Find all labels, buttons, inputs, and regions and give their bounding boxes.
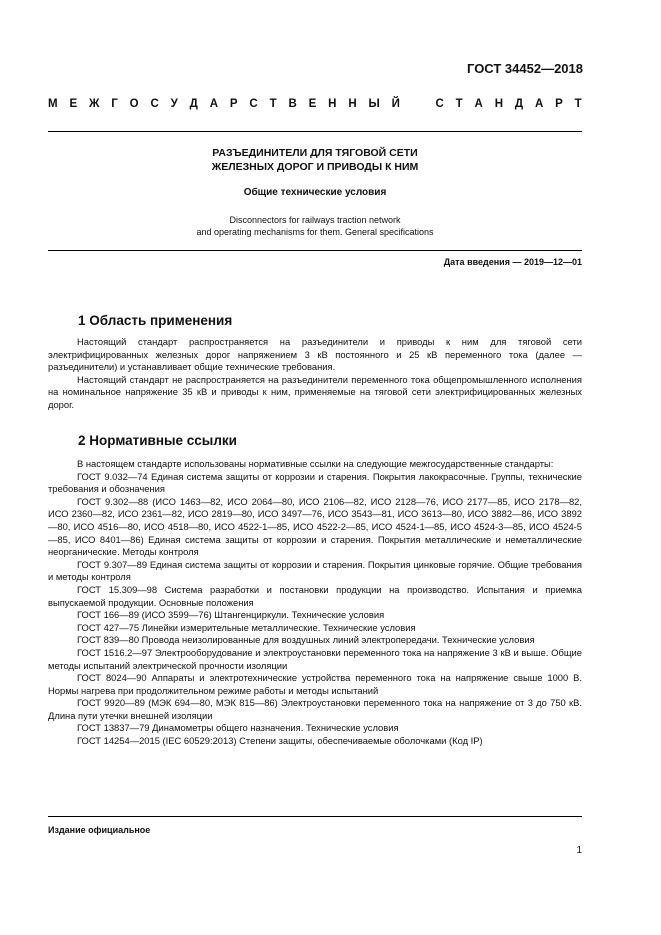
reference-item: ГОСТ 9.032—74 Единая система защиты от коррозии и старения. Покрытия лакокрасочные. Группы, технические требования и обозначения (48, 470, 582, 495)
banner-letter: Н (494, 98, 504, 110)
paragraph: Настоящий стандарт распространяется на разъединители и приводы к ним для тяговой сети электрифицированных железных дорог напряжением 3 кВ постоянного и 25 кВ переменного тока (далее — разъединители) и устанавливает общие технические требования. (48, 336, 582, 373)
footer-divider (48, 816, 582, 817)
banner-letter: Е (308, 98, 317, 110)
reference-item: ГОСТ 9920—89 (МЭК 694—80, МЭК 815—86) Электроустановки переменного тока на напряжение от 3 до 750 кВ. Длина пути утечки внешней изоляции (48, 697, 582, 721)
paragraph: В настоящем стандарте использованы нормативные ссылки на следующие межгосударственные стандарты: (77, 458, 554, 469)
banner-letter: А (209, 98, 219, 110)
title-line-2: ЖЕЛЕЗНЫХ ДОРОГ И ПРИВОДЫ К НИМ (211, 161, 419, 173)
banner-divider (48, 131, 582, 132)
banner-letter: Р (555, 98, 563, 110)
banner-letter: Н (348, 98, 357, 110)
banner-letter: С (150, 98, 159, 110)
reference-item: ГОСТ 166—89 (ИСО 3599—76) Штангенциркули. Технические условия (77, 609, 385, 621)
banner-letter: Н (328, 98, 337, 110)
banner-letter: Р (229, 98, 238, 110)
banner-letter: А (534, 98, 544, 110)
banner-letter: М (48, 98, 58, 110)
banner-letter: Т (269, 98, 277, 110)
reference-item: ГОСТ 15.309—98 Система разработки и постановки продукции на производство. Испытания и приемка выпускаемой продукции. Основные положения (48, 583, 582, 608)
banner-letter: Д (189, 98, 198, 110)
banner-letter: В (288, 98, 297, 110)
section-1-heading: 1 Область применения (78, 313, 233, 328)
document-id: ГОСТ 34452—2018 (467, 61, 583, 76)
english-title-line-2: and operating mechanisms for them. General specifications (196, 227, 434, 237)
paragraph: Настоящий стандарт не распространяется на разъединители переменного тока общепромышленного исполнения на номинальное напряжение 35 кВ и приводы к ним, применяемые на тяговой сети электрифицированных железных дорог. (48, 373, 582, 410)
page-number: 1 (576, 845, 582, 856)
official-edition-label: Издание официальное (48, 825, 151, 835)
reference-item: ГОСТ 427—75 Линейки измерительные металлические. Технические условия (77, 621, 416, 633)
banner-letter: О (129, 98, 139, 110)
banner-letter: Т (455, 98, 463, 110)
banner-letter: А (474, 98, 483, 110)
banner-letter: Е (69, 98, 78, 110)
interstate-standard-banner (48, 98, 582, 110)
reference-item: ГОСТ 1516.2—97 Электрооборудование и электроустановки переменного тока на напряжение 3 кВ и выше. Общие методы испытаний электрической прочности изоляции (48, 646, 582, 671)
section-2-body (48, 458, 582, 748)
reference-item: ГОСТ 8024—90 Аппараты и электротехнические устройства переменного тока на напряжение свыше 1000 В. Нормы нагрева при продолжительном режиме работы и методы испытаний (48, 672, 582, 696)
reference-item: ГОСТ 9.302—88 (ИСО 1463—82, ИСО 2064—80, ИСО 2106—82, ИСО 2128—76, ИСО 2177—85, ИСО 2178—82, ИСО 2360—82, ИСО 2361—82, ИСО 2819—80, ИСО 3497—76, ИСО 3543—81, ИСО 3613—80, ИСО 3882—86, ИСО 3892—80, ИСО 4516—80, ИСО 4518—80, ИСО 4522-1—85, ИСО 4522-2—85, ИСО 4524-1—85, ИСО 4524-3—85, ИСО 4524-5—85, ИСО 8401—86) Единая система защиты от коррозии и старения. Покрытия металлические и неметаллические неорганические. Методы контроля (48, 495, 582, 558)
reference-item: ГОСТ 13837—79 Динамометры общего назначения. Технические условия (77, 722, 399, 734)
banner-letter: У (170, 98, 178, 110)
date-divider (48, 250, 582, 251)
english-title-line-1: Disconnectors for railways traction network (229, 215, 401, 225)
english-title (48, 214, 582, 238)
reference-item: ГОСТ 14254—2015 (IEC 60529:2013) Степени защиты, обеспечиваемые оболочками (Код IP) (77, 735, 483, 747)
banner-letter: Ж (88, 98, 100, 110)
title-line-1: РАЗЪЕДИНИТЕЛИ ДЛЯ ТЯГОВОЙ СЕТИ (212, 147, 418, 159)
banner-letter: Т (574, 98, 582, 110)
banner-letter: С (435, 98, 444, 110)
section-2-heading: 2 Нормативные ссылки (78, 433, 237, 448)
reference-item: ГОСТ 839—80 Провода неизолированные для воздушных линий электропередачи. Технические условия (77, 634, 535, 646)
section-1-body (48, 336, 582, 412)
banner-letter: Г (111, 98, 118, 110)
introduction-date: Дата введения — 2019—12—01 (443, 257, 582, 267)
banner-letter: Й (391, 98, 400, 110)
banner-letter: Ы (368, 98, 380, 110)
banner-letter: Д (514, 98, 524, 110)
reference-item: ГОСТ 9.307—89 Единая система защиты от коррозии и старения. Покрытия цинковые горячие. Общие требования и методы контроля (48, 558, 582, 583)
document-subtitle: Общие технические условия (243, 187, 387, 198)
document-title (48, 146, 582, 174)
banner-letter: С (249, 98, 258, 110)
